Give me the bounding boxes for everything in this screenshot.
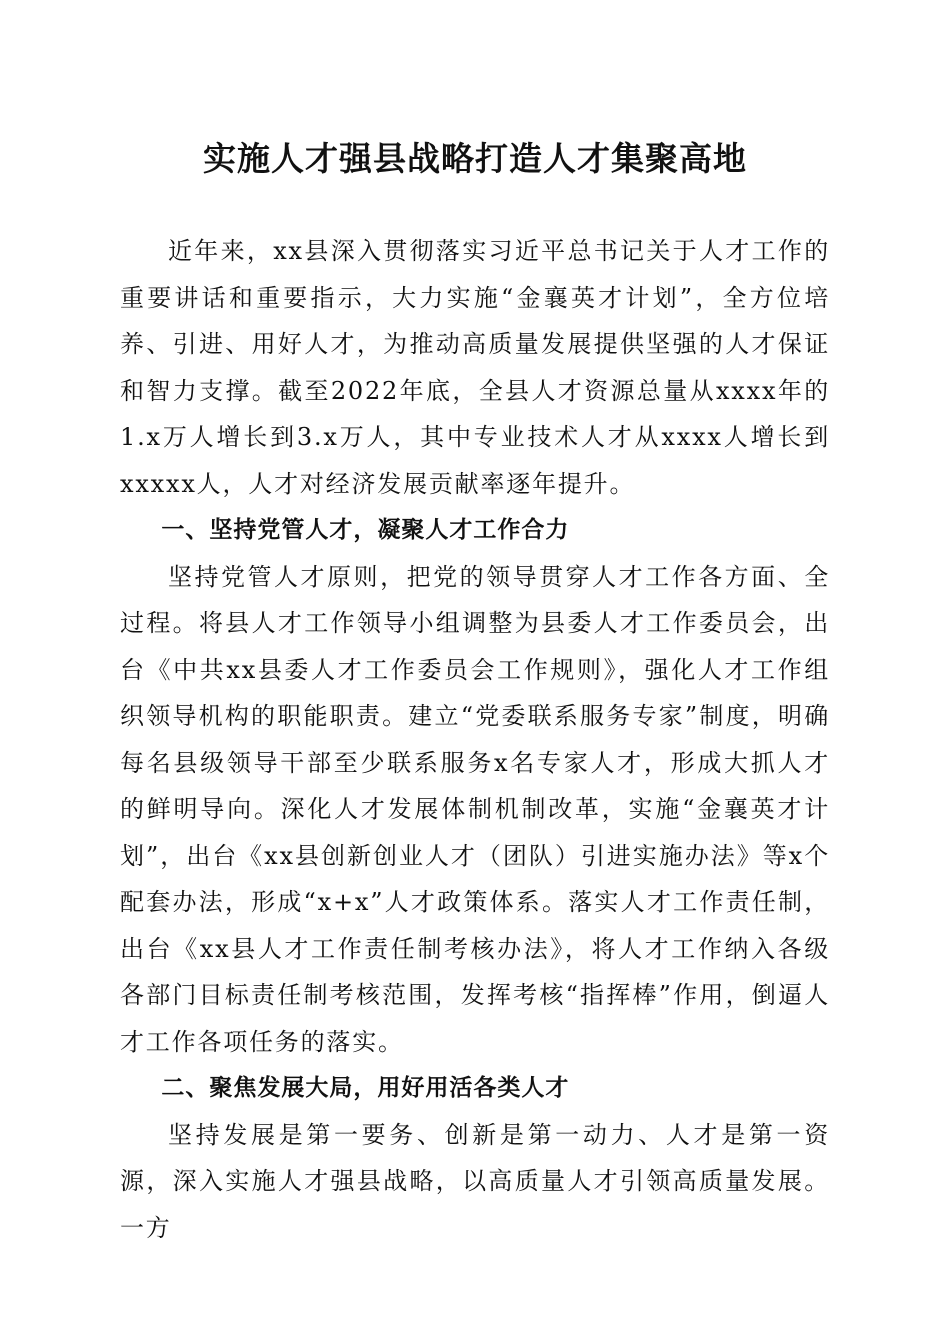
section-2-heading: 二、聚焦发展大局，用好用活各类人才 (161, 1075, 570, 1101)
section-1-heading: 一、坚持党管人才，凝聚人才工作合力 (161, 517, 570, 543)
document-body (120, 228, 830, 1251)
intro-paragraph: 近年来，xx县深入贯彻落实习近平总书记关于人才工作的重要讲话和重要指示，大力实施“金襄英才计划”，全方位培养、引进、用好人才，为推动高质量发展提供坚强的人才保证和智力支撑。截至2022年底，全县人才资源总量从xxxx年的1.x万人增长到3.x万人，其中专业技术人才从xxxx人增长到xxxxx人，人才对经济发展贡献率逐年提升。 (120, 237, 830, 498)
section-1-paragraph: 坚持党管人才原则，把党的领导贯穿人才工作各方面、全过程。将县人才工作领导小组调整为县委人才工作委员会，出台《中共xx县委人才工作委员会工作规则》，强化人才工作组织领导机构的职能职责。建立“党委联系服务专家”制度，明确每名县级领导干部至少联系服务x名专家人才，形成大抓人才的鲜明导向。深化人才发展体制机制改革，实施“金襄英才计划”，出台《xx县创新创业人才（团队）引进实施办法》等x个配套办法，形成“x+x”人才政策体系。落实人才工作责任制，出台《xx县人才工作责任制考核办法》，将人才工作纳入各级各部门目标责任制考核范围，发挥考核“指挥棒”作用，倒逼人才工作各项任务的落实。 (120, 562, 830, 1056)
document-title: 实施人才强县战略打造人才集聚高地 (203, 139, 747, 178)
section-2-paragraph: 坚持发展是第一要务、创新是第一动力、人才是第一资源，深入实施人才强县战略，以高质量人才引领高质量发展。一方 (120, 1120, 830, 1242)
